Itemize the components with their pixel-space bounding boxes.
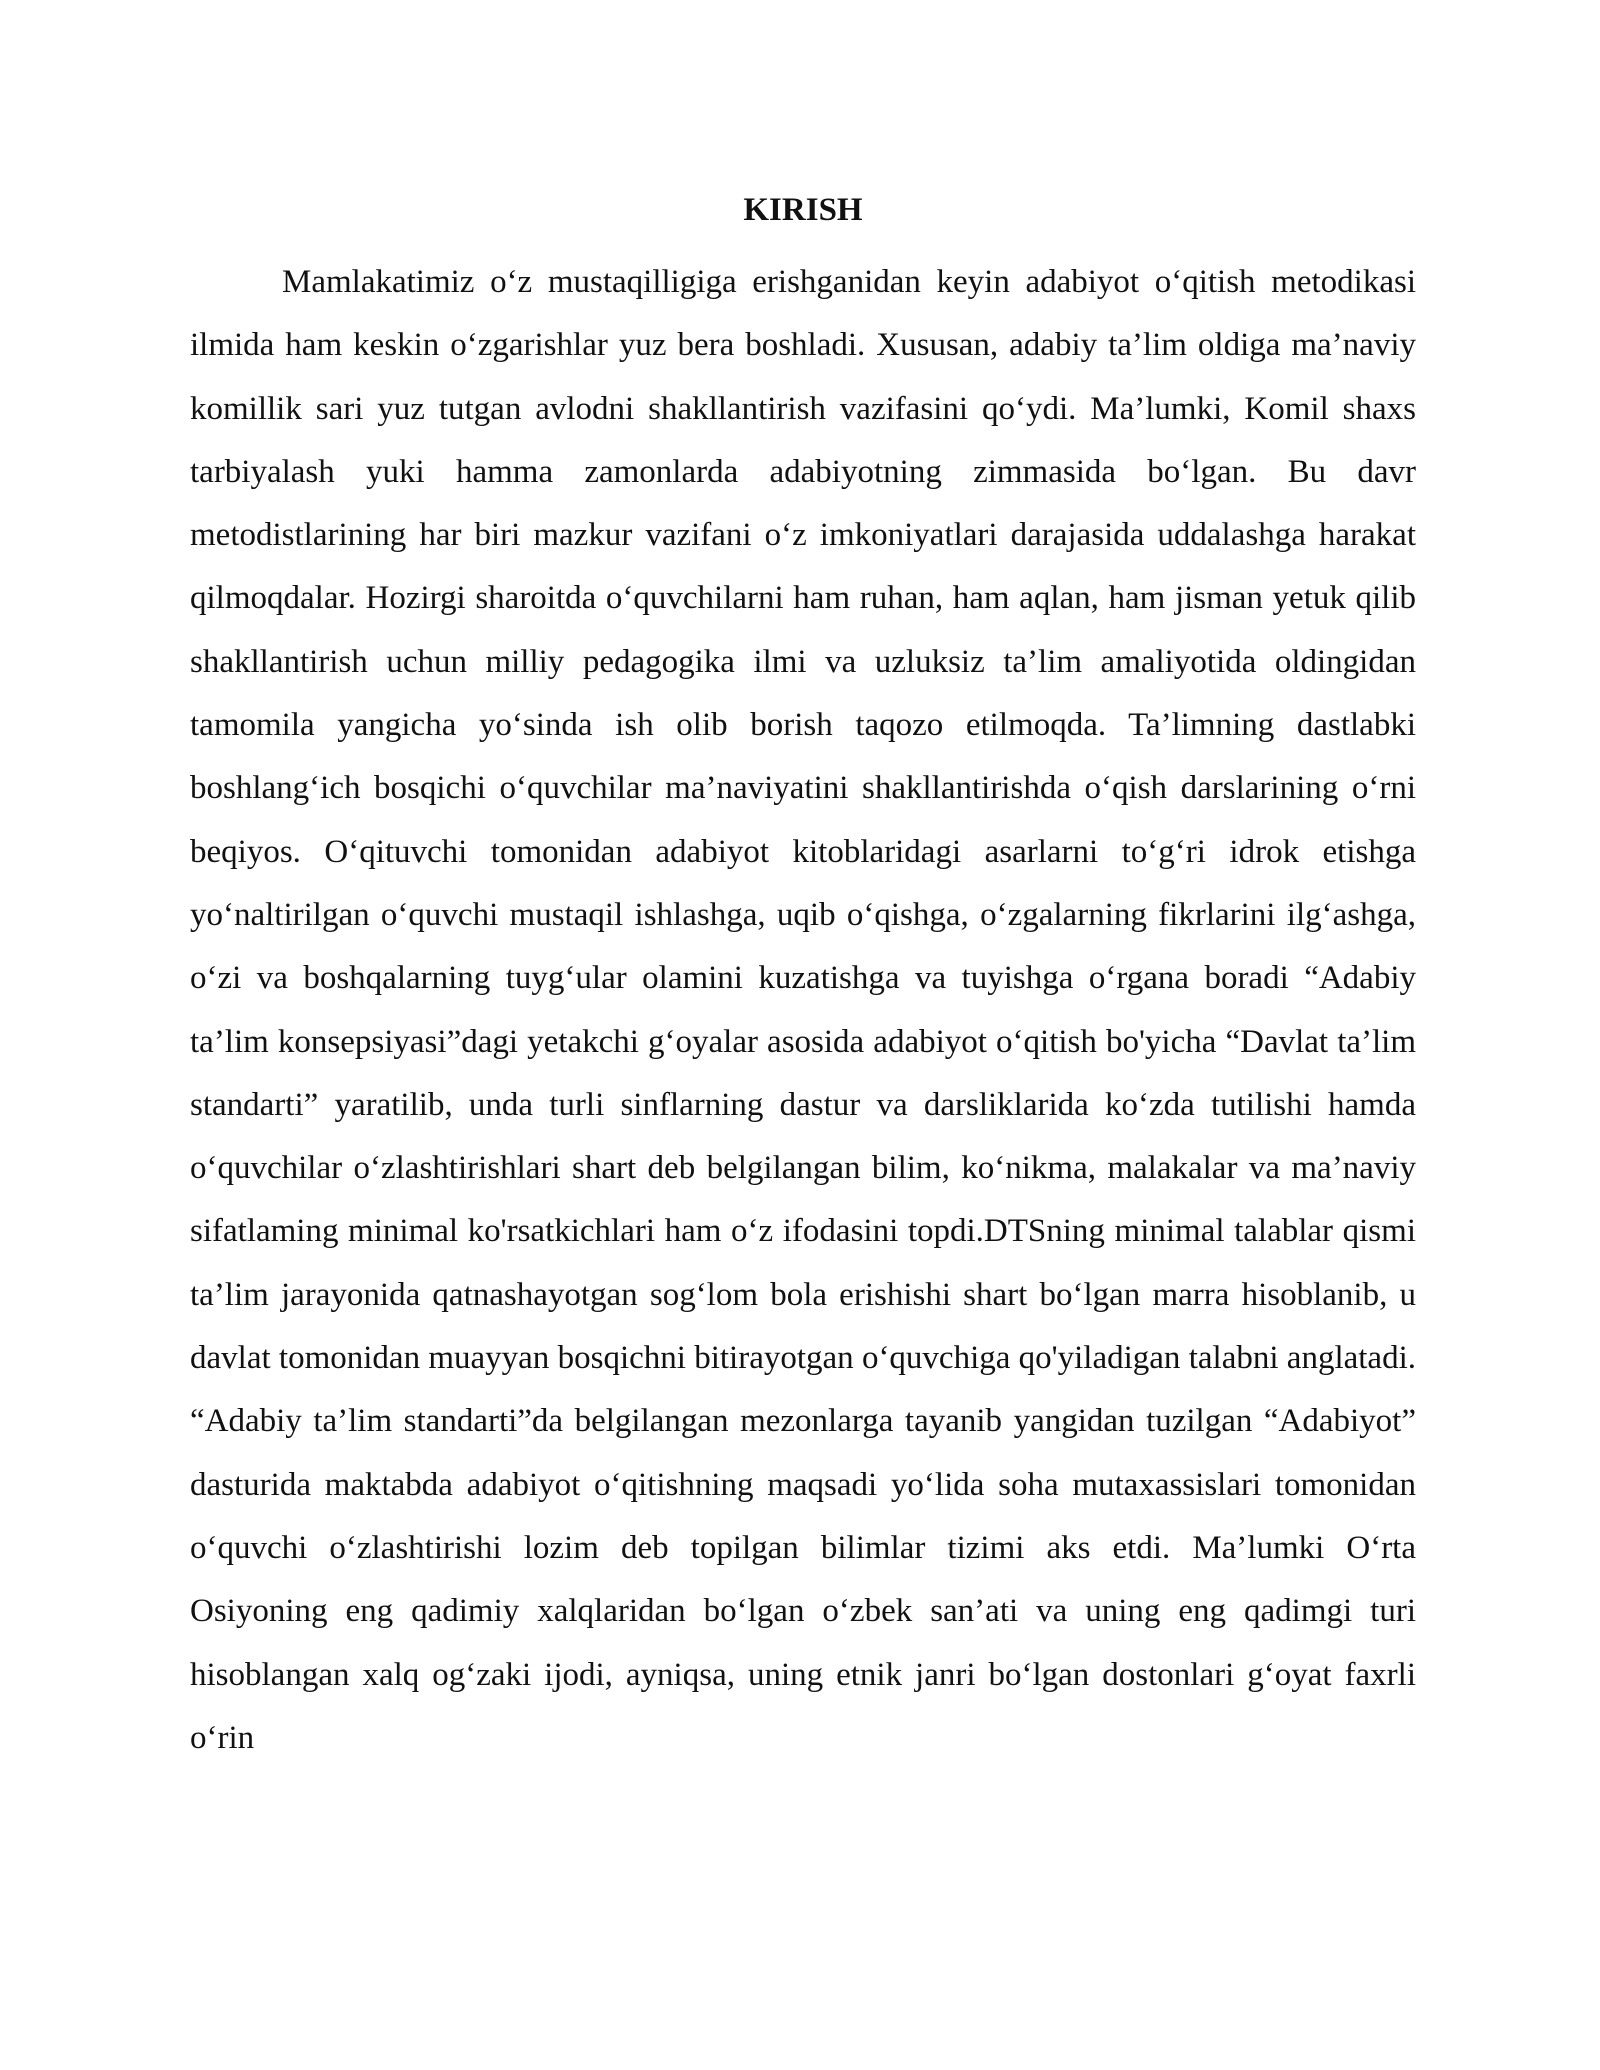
- body-paragraph: Mamlakatimiz o‘z mustaqilligiga erishganidan keyin adabiyot o‘qitish metodikasi ilmida ham keskin o‘zgarishlar yuz bera boshladi. Xususan, adabiy ta’lim oldiga ma’naviy komillik sari yuz tutgan avlodni shakllantirish vazifasini qo‘ydi. Ma’lumki, Komil shaxs tarbiyalash yuki hamma zamonlarda adabiyotning zimmasida bo‘lgan. Bu davr metodistlarining har biri mazkur vazifani o‘z imkoniyatlari darajasida uddalashga harakat qilmoqdalar. Hozirgi sharoitda o‘quvchilarni ham ruhan, ham aqlan, ham jisman yetuk qilib shakllantirish uchun milliy pedagogika ilmi va uzluksiz ta’lim amaliyotida oldingidan tamomila yangicha yo‘sinda ish olib borish taqozo etilmoqda. Ta’limning dastlabki boshlang‘ich bosqichi o‘quvchilar ma’naviyatini shakllantirishda o‘qish darslarining o‘rni beqiyos. O‘qituvchi tomonidan adabiyot kitoblaridagi asarlarni to‘g‘ri idrok etishga yo‘naltirilgan o‘quvchi mustaqil ishlashga, uqib o‘qishga, o‘zgalarning fikrlarini ilg‘ashga, o‘zi va boshqalarning tuyg‘ular olamini kuzatishga va tuyishga o‘rgana boradi “Adabiy ta’lim konsepsiyasi”dagi yetakchi g‘oyalar asosida adabiyot o‘qitish bo'yicha “Davlat ta’lim standarti” yaratilib, unda turli sinflarning dastur va darsliklarida ko‘zda tutilishi hamda o‘quvchilar o‘zlashtirishlari shart deb belgilangan bilim, ko‘nikma, malakalar va ma’naviy sifatlaming minimal ko'rsatkichlari ham o‘z ifodasini topdi.DTSning minimal talablar qismi ta’lim jarayonida qatnashayotgan sog‘lom bola erishishi shart bo‘lgan marra hisoblanib, u davlat tomonidan muayyan bosqichni bitirayotgan o‘quvchiga qo'yiladigan talabni anglatadi. “Adabiy ta’lim standarti”da belgilangan mezonlarga tayanib yangidan tuzilgan “Adabiyot” dasturida maktabda adabiyot o‘qitishning maqsadi yo‘lida soha mutaxassislari tomonidan o‘quvchi o‘zlashtirishi lozim deb topilgan bilimlar tizimi aks etdi. Ma’lumki O‘rta Osiyoning eng qadimiy xalqlaridan bo‘lgan o‘zbek san’ati va uning eng qadimgi turi hisoblangan xalq og‘zaki ijodi, ayniqsa, uning etnik janri bo‘lgan dostonlari g‘oyat faxrli o‘rin: [190, 264, 1416, 1756]
- document-title: KIRISH: [743, 192, 863, 228]
